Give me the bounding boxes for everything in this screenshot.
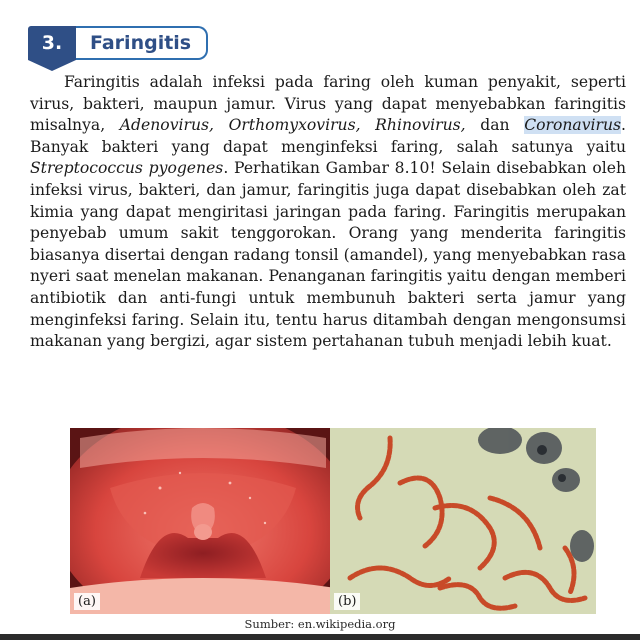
paragraph-text-4: . Perhatikan Gambar 8.10! Selain disebabkan oleh infeksi virus, bakteri, dan jamur, faringitis juga dapat disebabkan oleh zat kimia yang dapat mengiritasi jaringan pada faring. Faringitis merupakan penyebab umum sakit tenggorokan. Orang yang menderita faringitis biasanya disertai dengan radang tonsil (amandel), yang menyebabkan rasa nyeri saat menelan makanan. Penanganan faringitis yaitu dengan memberi antibiotik dan anti-fungi untuk membunuh bakteri serta jamur yang menginfeksi faring. Selain itu, tentu harus ditambah dengan mengonsumsi makanan yang bergizi, agar sistem pertahanan tubuh menjadi lebih kuat.: [30, 159, 627, 351]
bacteria-image: [330, 428, 596, 614]
section-heading: [28, 26, 208, 60]
figure-label-a: (a): [74, 593, 100, 610]
bottom-bar: [0, 634, 640, 640]
section-title: Faringitis: [76, 26, 208, 60]
figure-throat-photo: [70, 428, 336, 614]
paragraph-text-1: Faringitis adalah infeksi pada faring oleh kuman penyakit, seperti virus, bakteri, maupun jamur. Virus yang dapat menyebabkan faringitis misalnya,: [30, 73, 626, 135]
body-paragraph: [30, 72, 626, 353]
paragraph-text-2: dan: [465, 116, 525, 135]
highlighted-coronavirus: Coronavirus: [524, 116, 622, 135]
section-number-badge: 3.: [28, 26, 76, 60]
throat-image: [70, 428, 336, 614]
paragraph-text-3: . Banyak bakteri yang dapat menginfeksi faring, salah satunya yaitu: [30, 116, 626, 156]
virus-names: Adenovirus, Orthomyxovirus, Rhinovirus,: [119, 116, 466, 135]
image-source-caption: Sumber: en.wikipedia.org: [244, 617, 396, 631]
figure-bacteria-micrograph: [330, 428, 596, 614]
figure-label-b: (b): [334, 593, 360, 610]
bacteria-name: Streptococcus pyogenes: [30, 159, 224, 178]
